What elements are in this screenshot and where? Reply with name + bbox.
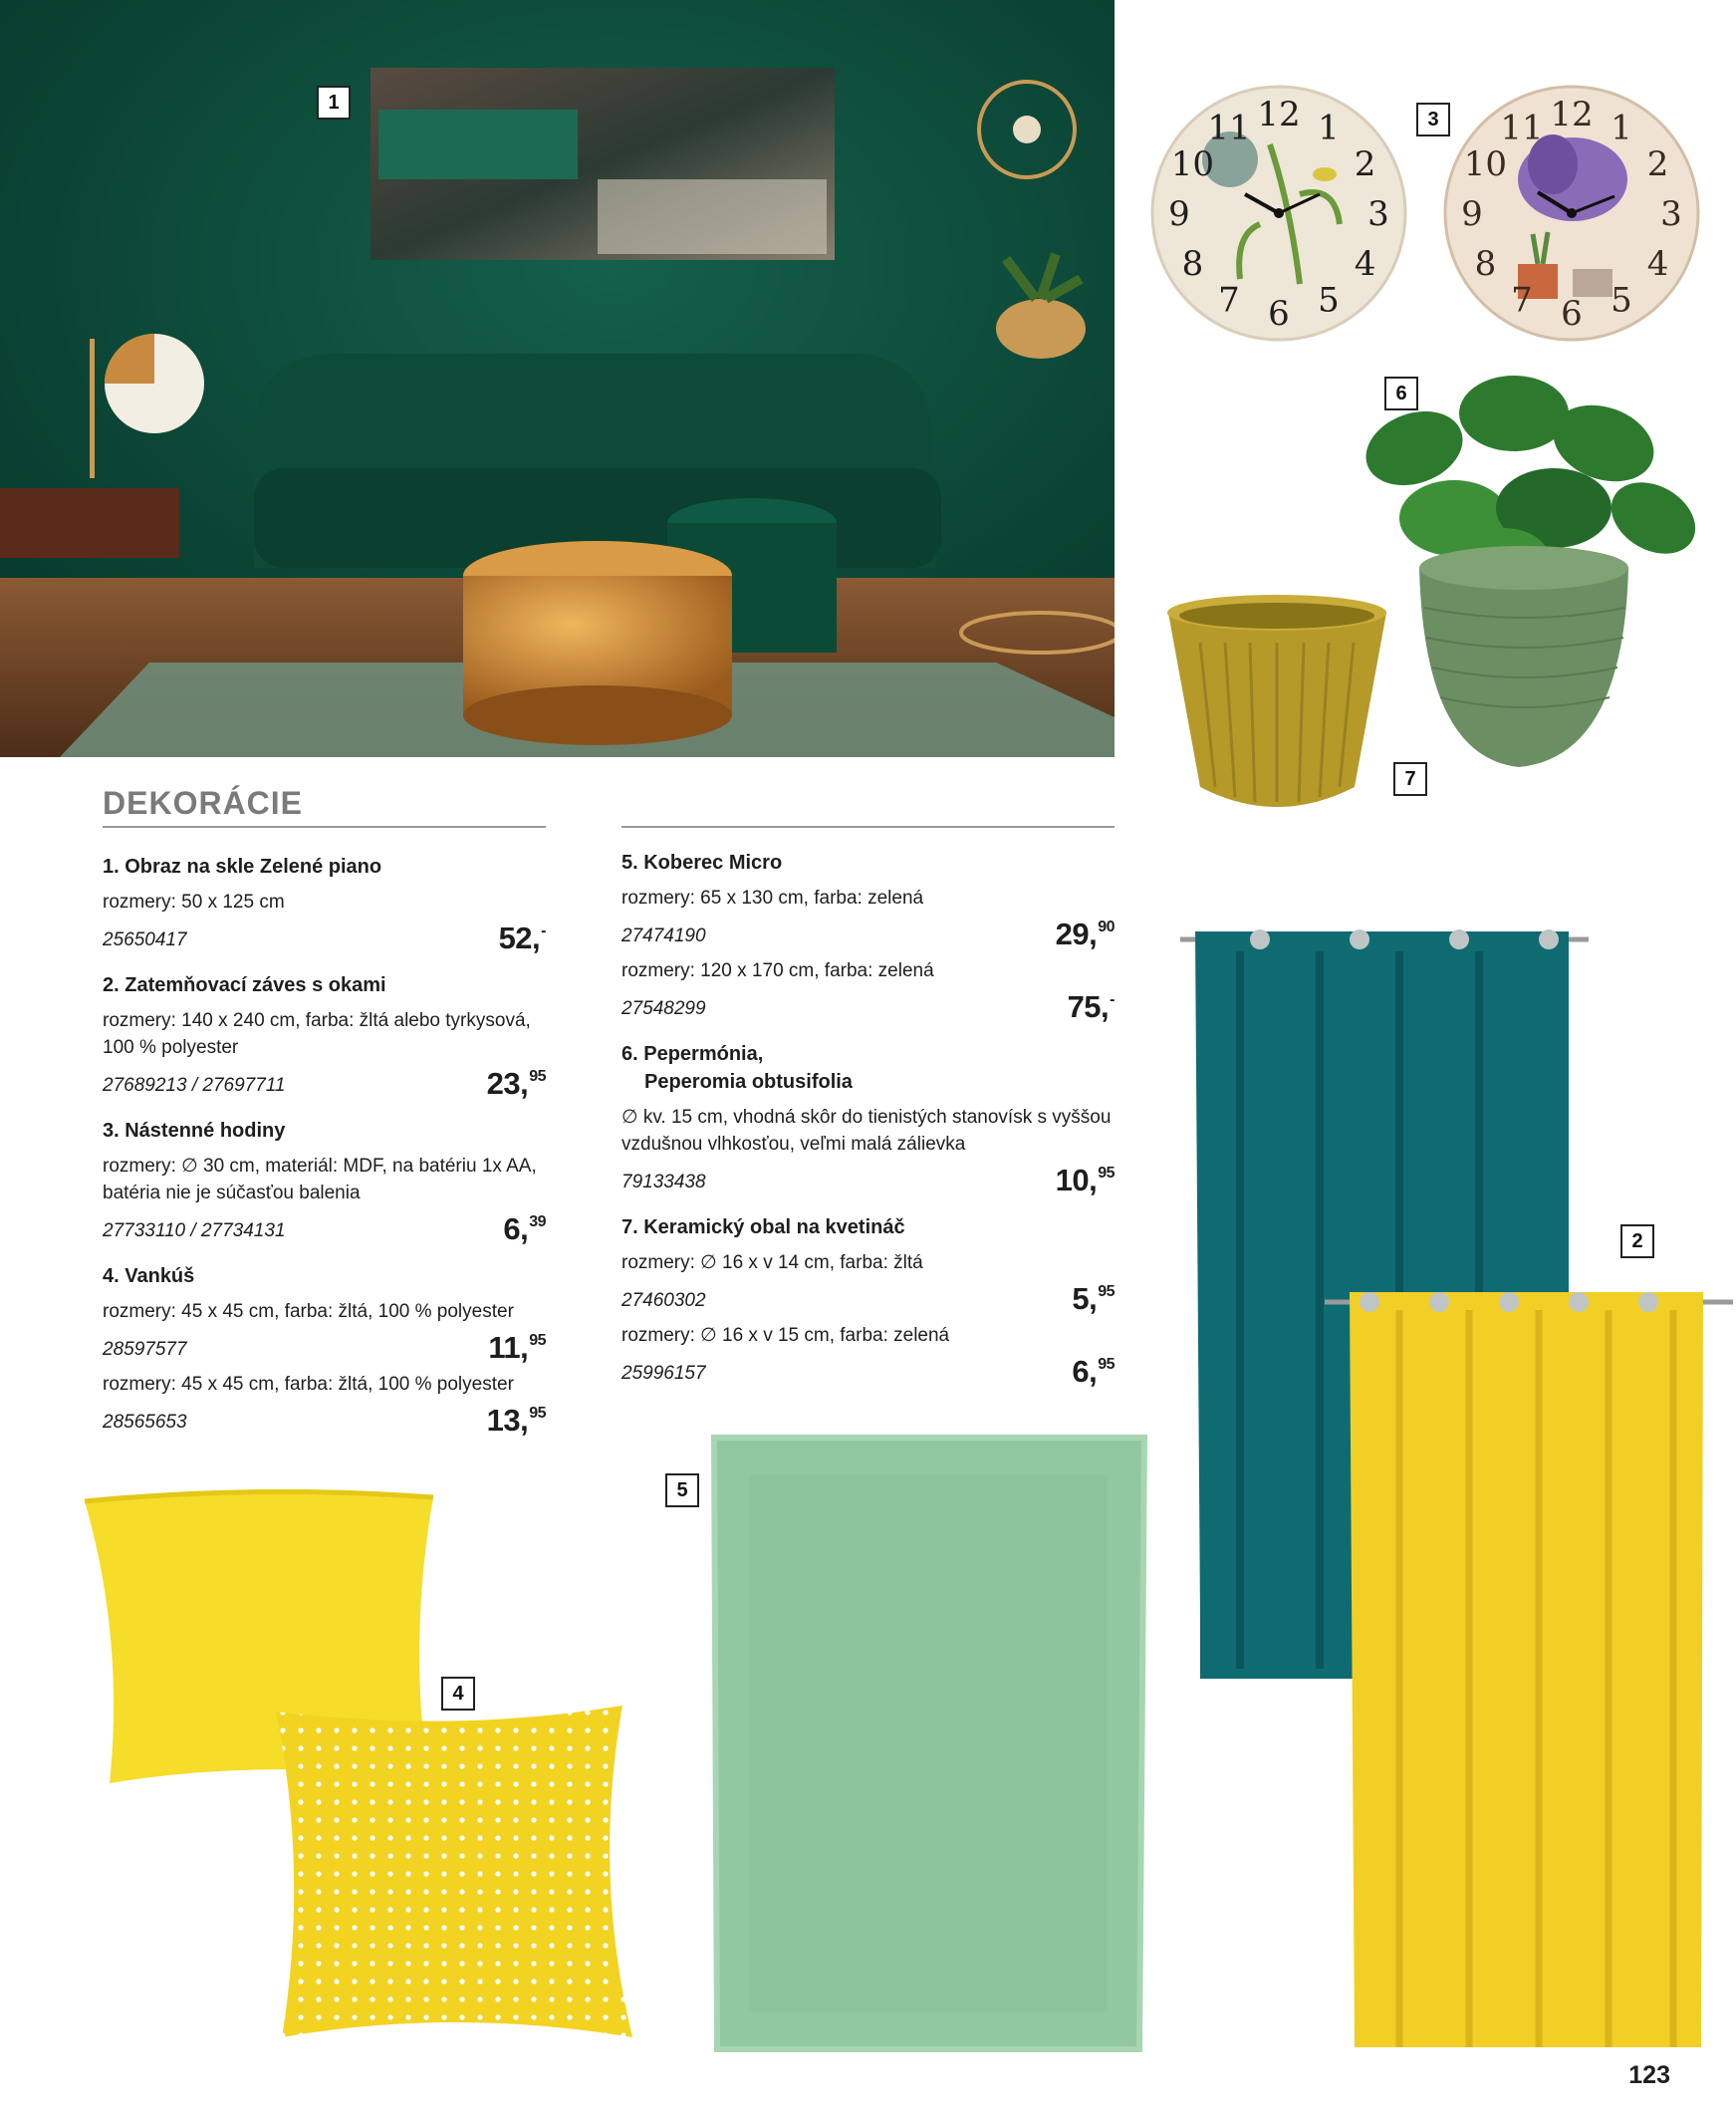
product-code: 27460302 [621,1290,706,1311]
clock-numeral: 8 [1181,244,1204,284]
product-price: 11,95 [488,1330,546,1365]
product-title: 4. Vankúš [103,1265,195,1287]
product-spec: rozmery: 120 x 170 cm, farba: zelená [621,960,934,981]
product-code-price [621,1349,1115,1389]
product-spec: rozmery: 50 x 125 cm [103,892,285,913]
yellow-curtain-image [1325,1280,1733,2052]
clock-numeral: 11 [1500,108,1544,148]
products-left-column [103,853,546,1454]
product-title: 2. Zatemňovací záves s okami [103,974,386,996]
marker-1: 1 [317,86,351,120]
right-column-rule [621,826,1115,828]
product-spec: rozmery: ∅ 30 cm, materiál: MDF, na batériu 1x AA, batéria nie je súčasťou balenia [103,1156,537,1203]
clock-numeral: 6 [1268,294,1290,334]
clock-numeral: 4 [1354,244,1376,284]
clock-numeral: 9 [1168,194,1190,234]
product-code-price [621,984,1115,1024]
clock-numeral: 3 [1367,194,1389,234]
clock-numeral: 1 [1318,108,1340,148]
product-price: 6,95 [1072,1354,1115,1389]
product-code-price [103,1061,546,1101]
yellow-ceramic-pot-image [1160,588,1394,822]
clock-numeral: 8 [1474,244,1497,284]
page-number: 123 [1628,2061,1670,2089]
product-price: 10,95 [1055,1163,1115,1197]
marker-5: 5 [665,1473,699,1507]
product-code-price [103,916,546,955]
product-price: 23,95 [486,1066,546,1101]
green-rug-image [709,1435,1147,2052]
product-price: 52,- [498,921,546,955]
product-spec: rozmery: 45 x 45 cm, farba: žltá, 100 % polyester [103,1301,514,1322]
product-price: 6,39 [503,1211,546,1246]
product-code-price [103,1206,546,1246]
marker-6: 6 [1384,377,1418,410]
clock-numeral: 4 [1646,244,1669,284]
product-1 [103,853,546,955]
product-price: 13,95 [486,1403,546,1438]
clock-numeral: 5 [1611,280,1632,321]
marker-3: 3 [1416,103,1450,136]
product-code: 28597577 [103,1339,187,1360]
product-spec: rozmery: 65 x 130 cm, farba: zelená [621,888,924,909]
clock-numeral: 7 [1511,280,1533,321]
section-title: DEKORÁCIE [103,785,304,821]
hero-room-image [0,0,1115,757]
clock-numeral: 3 [1660,194,1682,234]
product-code-price [621,912,1115,951]
clock-botanical-image [1150,85,1407,342]
product-6 [621,1040,1115,1197]
product-code: 27733110 / 27734131 [103,1220,286,1241]
clock-numeral: 5 [1318,280,1340,321]
product-code: 27548299 [621,998,706,1019]
clock-numeral: 2 [1646,144,1669,184]
product-title: 3. Nástenné hodiny [103,1120,286,1142]
clock-numeral: 12 [1257,95,1301,134]
product-5 [621,849,1115,1024]
clock-numeral: 11 [1207,108,1251,148]
clock-numeral: 10 [1463,144,1508,184]
product-2 [103,971,546,1101]
clock-lavender-image [1443,85,1700,342]
product-4 [103,1262,546,1438]
product-code: 27474190 [621,926,706,946]
product-code-price [621,1158,1115,1197]
clock-numeral: 6 [1561,294,1583,334]
clock-numeral: 7 [1218,280,1240,321]
product-code-price [103,1325,546,1365]
products-right-column [621,849,1115,1405]
clock-numeral: 1 [1611,108,1632,148]
yellow-pillow-dotted-image [274,1704,632,2042]
living-room-illustration [0,0,1115,757]
clock-numeral: 12 [1550,95,1594,134]
product-3 [103,1117,546,1246]
product-price: 75,- [1067,989,1115,1024]
peperomia-plant-image [1355,369,1713,777]
product-spec: rozmery: 140 x 240 cm, farba: žltá alebo tyrkysová, 100 % polyester [103,1010,531,1058]
section-title-rule [103,826,546,828]
product-price: 5,95 [1072,1281,1115,1316]
product-code: 79133438 [621,1172,706,1192]
marker-2: 2 [1620,1224,1654,1258]
product-title: 5. Koberec Micro [621,852,783,874]
product-title: 7. Keramický obal na kvetináč [621,1216,905,1238]
product-code: 27689213 / 27697711 [103,1075,286,1096]
product-code-price [621,1276,1115,1316]
product-spec: ∅ kv. 15 cm, vhodná skôr do tienistých stanovísk s vyššou vzdušnou vlhkosťou, veľmi malá zálievka [621,1107,1112,1155]
product-7 [621,1213,1115,1389]
marker-4: 4 [441,1677,475,1711]
product-code: 28565653 [103,1412,187,1433]
product-title: 6. Pepermónia, Peperomia obtusifolia [621,1043,853,1093]
product-code-price [103,1398,546,1438]
product-title: 1. Obraz na skle Zelené piano [103,856,382,878]
product-price: 29,90 [1055,917,1115,951]
marker-7: 7 [1393,762,1427,796]
product-code: 25650417 [103,929,187,950]
clock-numeral: 2 [1354,144,1376,184]
clock-numeral: 9 [1461,194,1483,234]
product-spec: rozmery: ∅ 16 x v 15 cm, farba: zelená [621,1325,950,1346]
clock-numeral: 10 [1170,144,1215,184]
product-code: 25996157 [621,1363,706,1384]
product-spec: rozmery: 45 x 45 cm, farba: žltá, 100 % polyester [103,1374,514,1395]
product-spec: rozmery: ∅ 16 x v 14 cm, farba: žltá [621,1252,923,1273]
